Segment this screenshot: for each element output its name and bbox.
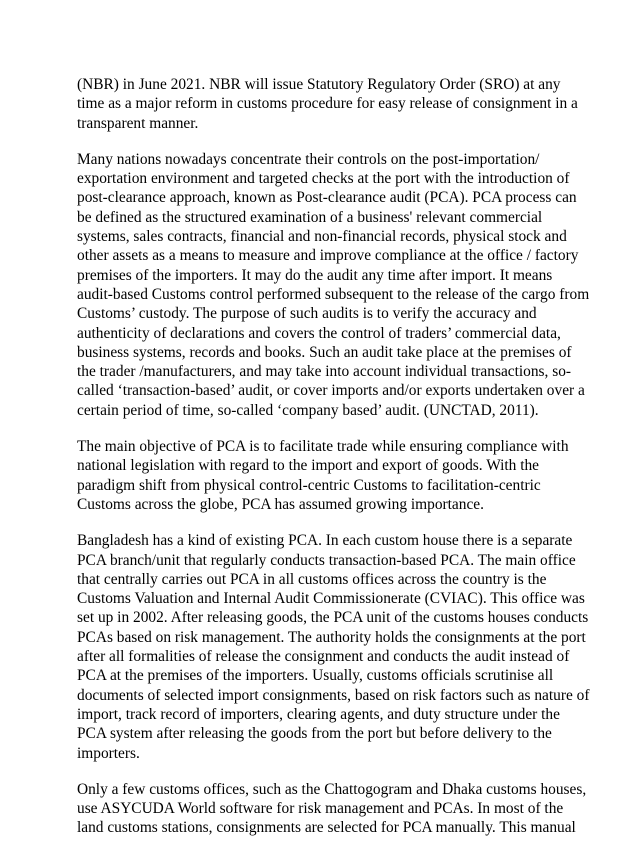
document-body xyxy=(77,75,590,855)
text-line: that centrally carries out PCA in all customs offices across the country is the xyxy=(77,570,547,588)
text-line: Bangladesh has a kind of existing PCA. In each custom house there is a separate xyxy=(77,532,573,550)
text-line: Only a few customs offices, such as the Chattogogram and Dhaka customs houses, xyxy=(77,780,587,798)
text-line: authenticity of declarations and covers the control of traders’ commercial data, xyxy=(77,324,561,342)
text-line: documents of selected import consignments, based on risk factors such as nature of xyxy=(77,686,590,704)
text-line: business systems, records and books. Such an audit take place at the premises of xyxy=(77,343,572,361)
text-line: use ASYCUDA World software for risk management and PCAs. In most of the xyxy=(77,800,564,818)
text-line: audit-based Customs control performed subsequent to the release of the cargo from xyxy=(77,285,590,303)
text-line: land customs stations, consignments are selected for PCA manually. This manual xyxy=(77,819,576,837)
text-line: Customs Valuation and Internal Audit Commissionerate (CVIAC). This office was xyxy=(77,590,585,608)
paragraph-pca-definition xyxy=(77,150,590,420)
text-line: Customs across the globe, PCA has assumed growing importance. xyxy=(77,495,484,513)
paragraph-bangladesh-pca xyxy=(77,531,590,763)
text-line: be defined as the structured examination of a business' relevant commercial xyxy=(77,208,543,226)
text-line: post-clearance approach, known as Post-clearance audit (PCA). PCA process can xyxy=(77,189,577,207)
paragraph-asycuda xyxy=(77,780,587,838)
text-line: time as a major reform in customs procedure for easy release of consignment in a xyxy=(77,95,578,113)
text-line: national legislation with regard to the import and export of goods. With the xyxy=(77,457,540,475)
text-line: premises of the importers. It may do the audit any time after import. It means xyxy=(77,266,553,284)
text-line: Many nations nowadays concentrate their controls on the post-importation/ xyxy=(77,150,540,168)
text-line: (NBR) in June 2021. NBR will issue Statutory Regulatory Order (SRO) at any xyxy=(77,76,561,93)
text-line: certain period of time, so-called ‘company based’ audit. (UNCTAD, 2011). xyxy=(77,401,539,419)
text-line: importers. xyxy=(77,744,140,762)
text-line: The main objective of PCA is to facilitate trade while ensuring compliance with xyxy=(77,438,569,456)
text-line: paradigm shift from physical control-centric Customs to facilitation-centric xyxy=(77,476,541,494)
text-line: PCA system after releasing the goods from the port but before delivery to the xyxy=(77,725,552,743)
text-line: PCA at the premises of the importers. Usually, customs officials scrutinise all xyxy=(77,667,554,685)
text-line: the trader /manufacturers, and may take into account individual transactions, so- xyxy=(77,363,572,381)
text-line: other assets as a means to measure and improve compliance at the office / factory xyxy=(77,247,579,265)
text-line: PCAs based on risk management. The authority holds the consignments at the port xyxy=(77,628,586,646)
text-line: transparent manner. xyxy=(77,114,199,132)
text-line: called ‘transaction-based’ audit, or cover imports and/or exports undertaken over a xyxy=(77,382,585,400)
text-line: set up in 2002. After releasing goods, the PCA unit of the customs houses conducts xyxy=(77,609,589,627)
text-line: PCA branch/unit that regularly conducts transaction-based PCA. The main office xyxy=(77,551,576,569)
text-line: Customs’ custody. The purpose of such audits is to verify the accuracy and xyxy=(77,305,537,323)
text-line: after all formalities of release the consignment and conducts the audit instead of xyxy=(77,648,570,666)
text-line: exportation environment and targeted checks at the port with the introduction of xyxy=(77,170,570,188)
paragraph-nbr-sro xyxy=(77,75,578,133)
text-line: systems, sales contracts, financial and non-financial records, physical stock and xyxy=(77,228,567,246)
paragraph-pca-objective xyxy=(77,437,567,514)
text-line: import, track record of importers, clearing agents, and duty structure under the xyxy=(77,705,560,723)
